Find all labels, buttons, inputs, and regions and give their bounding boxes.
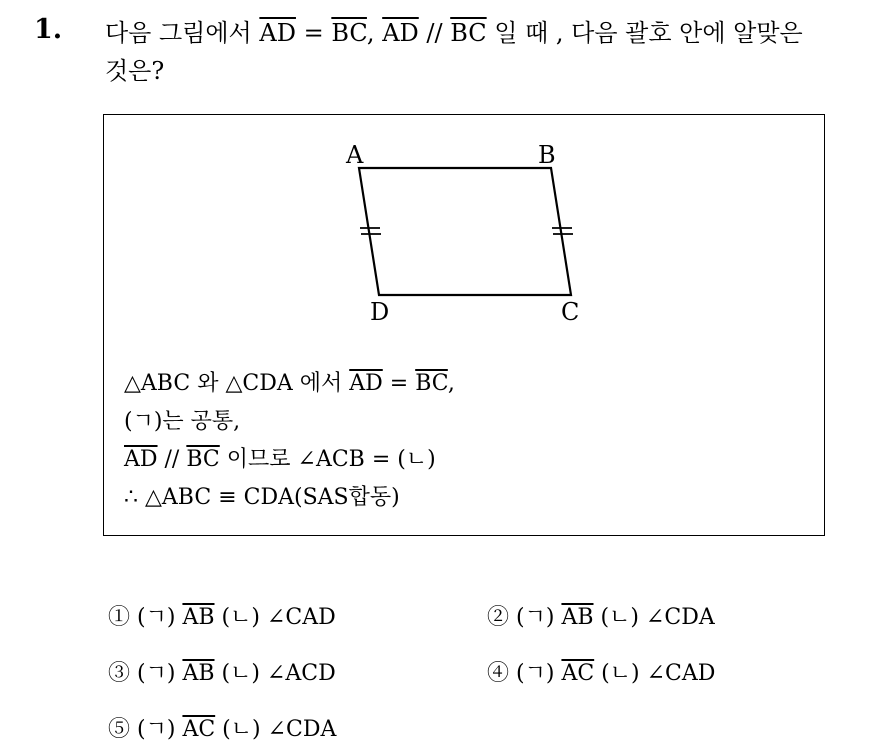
choice-3-b-label: (ㄴ) <box>221 661 260 686</box>
choice-2-a-label: (ㄱ) <box>516 605 555 630</box>
vertex-label-b: B <box>538 141 556 169</box>
choice-4[interactable] <box>487 656 715 687</box>
proof-seg-bc: $\overline{BC}$ <box>415 371 448 396</box>
equals-sign: = <box>295 19 332 47</box>
question-line1-suffix: 일 때 , 다음 괄호 안에 알맞은 <box>486 19 803 47</box>
choice-3-a-label: (ㄱ) <box>137 661 176 686</box>
proof-line-3 <box>124 441 455 479</box>
choice-4-b-label: (ㄴ) <box>601 661 640 686</box>
vertex-label-c: C <box>561 298 580 326</box>
proof-seg-ad-2: $\overline{AD}$ <box>124 447 158 472</box>
proof-line-2: (ㄱ)는 공통, <box>124 409 241 434</box>
proof-line-1 <box>124 365 455 403</box>
choice-3-b-value: ∠ACD <box>266 661 336 686</box>
proof-text <box>124 365 455 517</box>
parallelogram-figure <box>104 115 826 355</box>
proof-line-3-post: 이므로 ∠ACB = (ㄴ) <box>219 447 436 472</box>
comma: , <box>366 19 383 47</box>
choice-3-number: ③ <box>108 661 131 686</box>
question-number: 1. <box>34 14 63 45</box>
choice-5-a-label: (ㄱ) <box>137 717 176 742</box>
choice-1-a-label: (ㄱ) <box>137 605 176 630</box>
segment-ad-2: $\overline{AD}$ <box>382 19 419 47</box>
proof-line-1-pre: △ABC 와 △CDA 에서 <box>124 371 350 396</box>
choice-3[interactable] <box>108 656 336 687</box>
proof-seg-bc-2: $\overline{BC}$ <box>186 447 220 472</box>
choice-5-number: ⑤ <box>108 717 131 742</box>
choice-5-a-segment: $\overline{AC}$ <box>182 717 216 742</box>
choice-2-b-value: ∠CDA <box>645 605 715 630</box>
choice-3-a-segment: $\overline{AB}$ <box>182 661 215 686</box>
choice-2[interactable] <box>487 600 715 631</box>
choice-5[interactable] <box>108 712 336 743</box>
choice-2-b-label: (ㄴ) <box>600 605 639 630</box>
problem-box <box>103 114 825 536</box>
choice-2-number: ② <box>487 605 510 630</box>
choice-5-b-value: ∠CDA <box>267 717 337 742</box>
vertex-label-a: A <box>346 141 364 169</box>
choice-4-a-label: (ㄱ) <box>516 661 555 686</box>
question-line2: 것은? <box>105 57 165 85</box>
choice-4-b-value: ∠CAD <box>646 661 716 686</box>
parallelogram-abcd <box>359 168 571 295</box>
proof-line-4: ∴ △ABC ≡ CDA(SAS합동) <box>124 485 400 510</box>
choice-4-a-segment: $\overline{AC}$ <box>561 661 595 686</box>
proof-parallel: // <box>157 447 187 472</box>
choice-2-a-segment: $\overline{AB}$ <box>561 605 594 630</box>
parallel-sign: // <box>418 19 451 47</box>
choice-1-number: ① <box>108 605 131 630</box>
question-line1-prefix: 다음 그림에서 <box>105 19 260 47</box>
segment-bc: $\overline{BC}$ <box>331 19 367 47</box>
choice-4-number: ④ <box>487 661 510 686</box>
segment-bc-2: $\overline{BC}$ <box>450 19 487 47</box>
vertex-label-d: D <box>370 298 390 326</box>
choice-1-a-segment: $\overline{AB}$ <box>182 605 215 630</box>
proof-seg-ad: $\overline{AD}$ <box>349 371 383 396</box>
choice-1-b-label: (ㄴ) <box>221 605 260 630</box>
choice-5-b-label: (ㄴ) <box>222 717 261 742</box>
segment-ad: $\overline{AD}$ <box>259 19 296 47</box>
question-text <box>105 14 865 90</box>
choice-1[interactable] <box>108 600 336 631</box>
proof-line-1-post: , <box>447 371 455 396</box>
proof-eq: = <box>382 371 416 396</box>
choice-1-b-value: ∠CAD <box>266 605 336 630</box>
